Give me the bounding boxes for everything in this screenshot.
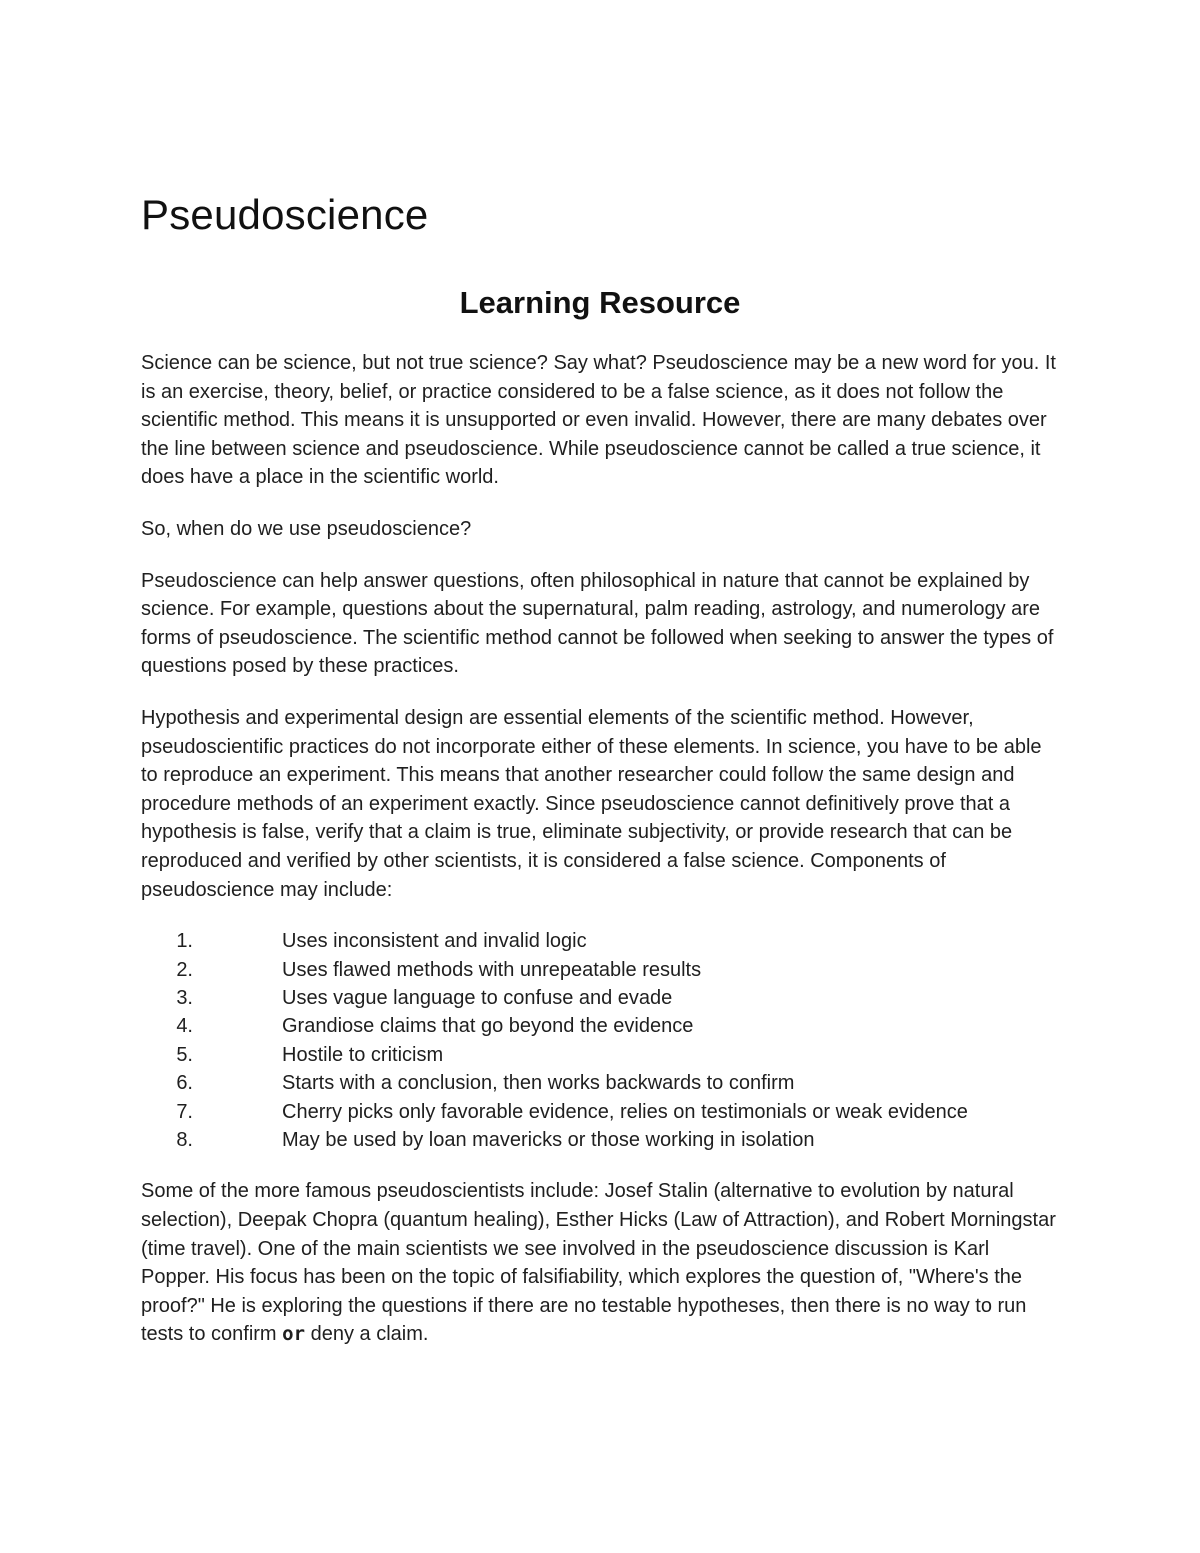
list-item-text: Cherry picks only favorable evidence, relies on testimonials or weak evidence <box>282 1100 968 1123</box>
list-item-text: Uses vague language to confuse and evade <box>282 986 673 1009</box>
list-item-number: 2. <box>176 958 193 981</box>
list-item-number: 1. <box>176 930 193 953</box>
list-item-text: Starts with a conclusion, then works backwards to confirm <box>282 1072 795 1095</box>
list-item-text: Uses inconsistent and invalid logic <box>282 930 587 953</box>
list-item-text: Hostile to criticism <box>282 1043 444 1066</box>
list-item <box>141 1012 1061 1040</box>
list-item-number: 3. <box>176 986 193 1009</box>
list-item-number: 6. <box>176 1072 193 1095</box>
closing-paragraph <box>141 1177 1061 1349</box>
method-paragraph: Hypothesis and experimental design are essential elements of the scientific method. However, pseudoscientific practices do not incorporate either of these elements. In science, you have to be able to reproduce an experiment. This means that another researcher could follow the same design and procedure methods of an experiment exactly. Since pseudoscience cannot definitively prove that a hypothesis is false, verify that a claim is true, eliminate subjectivity, or provide research that can be reproduced and verified by other scientists, it is considered a false science. Components of pseudoscience may include: <box>141 706 1042 901</box>
components-list <box>141 927 1061 1154</box>
usage-paragraph: Pseudoscience can help answer questions, often philosophical in nature that cannot be explained by science. For example, questions about the supernatural, palm reading, astrology, and numerology are forms of pseudoscience. The scientific method cannot be followed when seeking to answer the types of questions posed by these practices. <box>141 569 1054 678</box>
list-item <box>141 927 1061 955</box>
document-subtitle: Learning Resource <box>459 285 741 320</box>
list-item <box>141 984 1061 1012</box>
list-item-number: 7. <box>176 1100 193 1123</box>
list-item-number: 5. <box>176 1043 193 1066</box>
list-item <box>141 1126 1061 1154</box>
list-item <box>141 956 1061 984</box>
list-item-number: 4. <box>176 1015 193 1038</box>
list-item <box>141 1069 1061 1097</box>
intro-paragraph: Science can be science, but not true science? Say what? Pseudoscience may be a new word for you. It is an exercise, theory, belief, or practice considered to be a false science, as it does not follow the scientific method. This means it is unsupported or even invalid. However, there are many debates over the line between science and pseudoscience. While pseudoscience cannot be called a true science, it does have a place in the scientific world. <box>141 352 1056 489</box>
closing-text-end: deny a claim. <box>305 1323 429 1346</box>
list-item-text: May be used by loan mavericks or those working in isolation <box>282 1128 815 1151</box>
document-body <box>141 349 1061 1372</box>
list-item <box>141 1041 1061 1069</box>
closing-text: Some of the more famous pseudoscientists include: Josef Stalin (alternative to evolution by natural selection), Deepak Chopra (quantum healing), Esther Hicks (Law of Attraction), and Robert Morningstar (time travel). One of the main scientists we see involved in the pseudoscience discussion is Karl Popper. His focus has been on the topic of falsifiability, which explores the question of, "Where's the proof?" He is exploring the questions if there are no testable hypotheses, then there is no way to run tests to confirm <box>141 1180 1056 1346</box>
emphasis-word: or <box>282 1323 306 1346</box>
list-item-number: 8. <box>176 1128 193 1151</box>
list-item <box>141 1098 1061 1126</box>
list-item-text: Uses flawed methods with unrepeatable results <box>282 958 702 981</box>
list-item-text: Grandiose claims that go beyond the evidence <box>282 1015 694 1038</box>
document-title: Pseudoscience <box>141 191 429 238</box>
question-paragraph: So, when do we use pseudoscience? <box>141 517 472 540</box>
